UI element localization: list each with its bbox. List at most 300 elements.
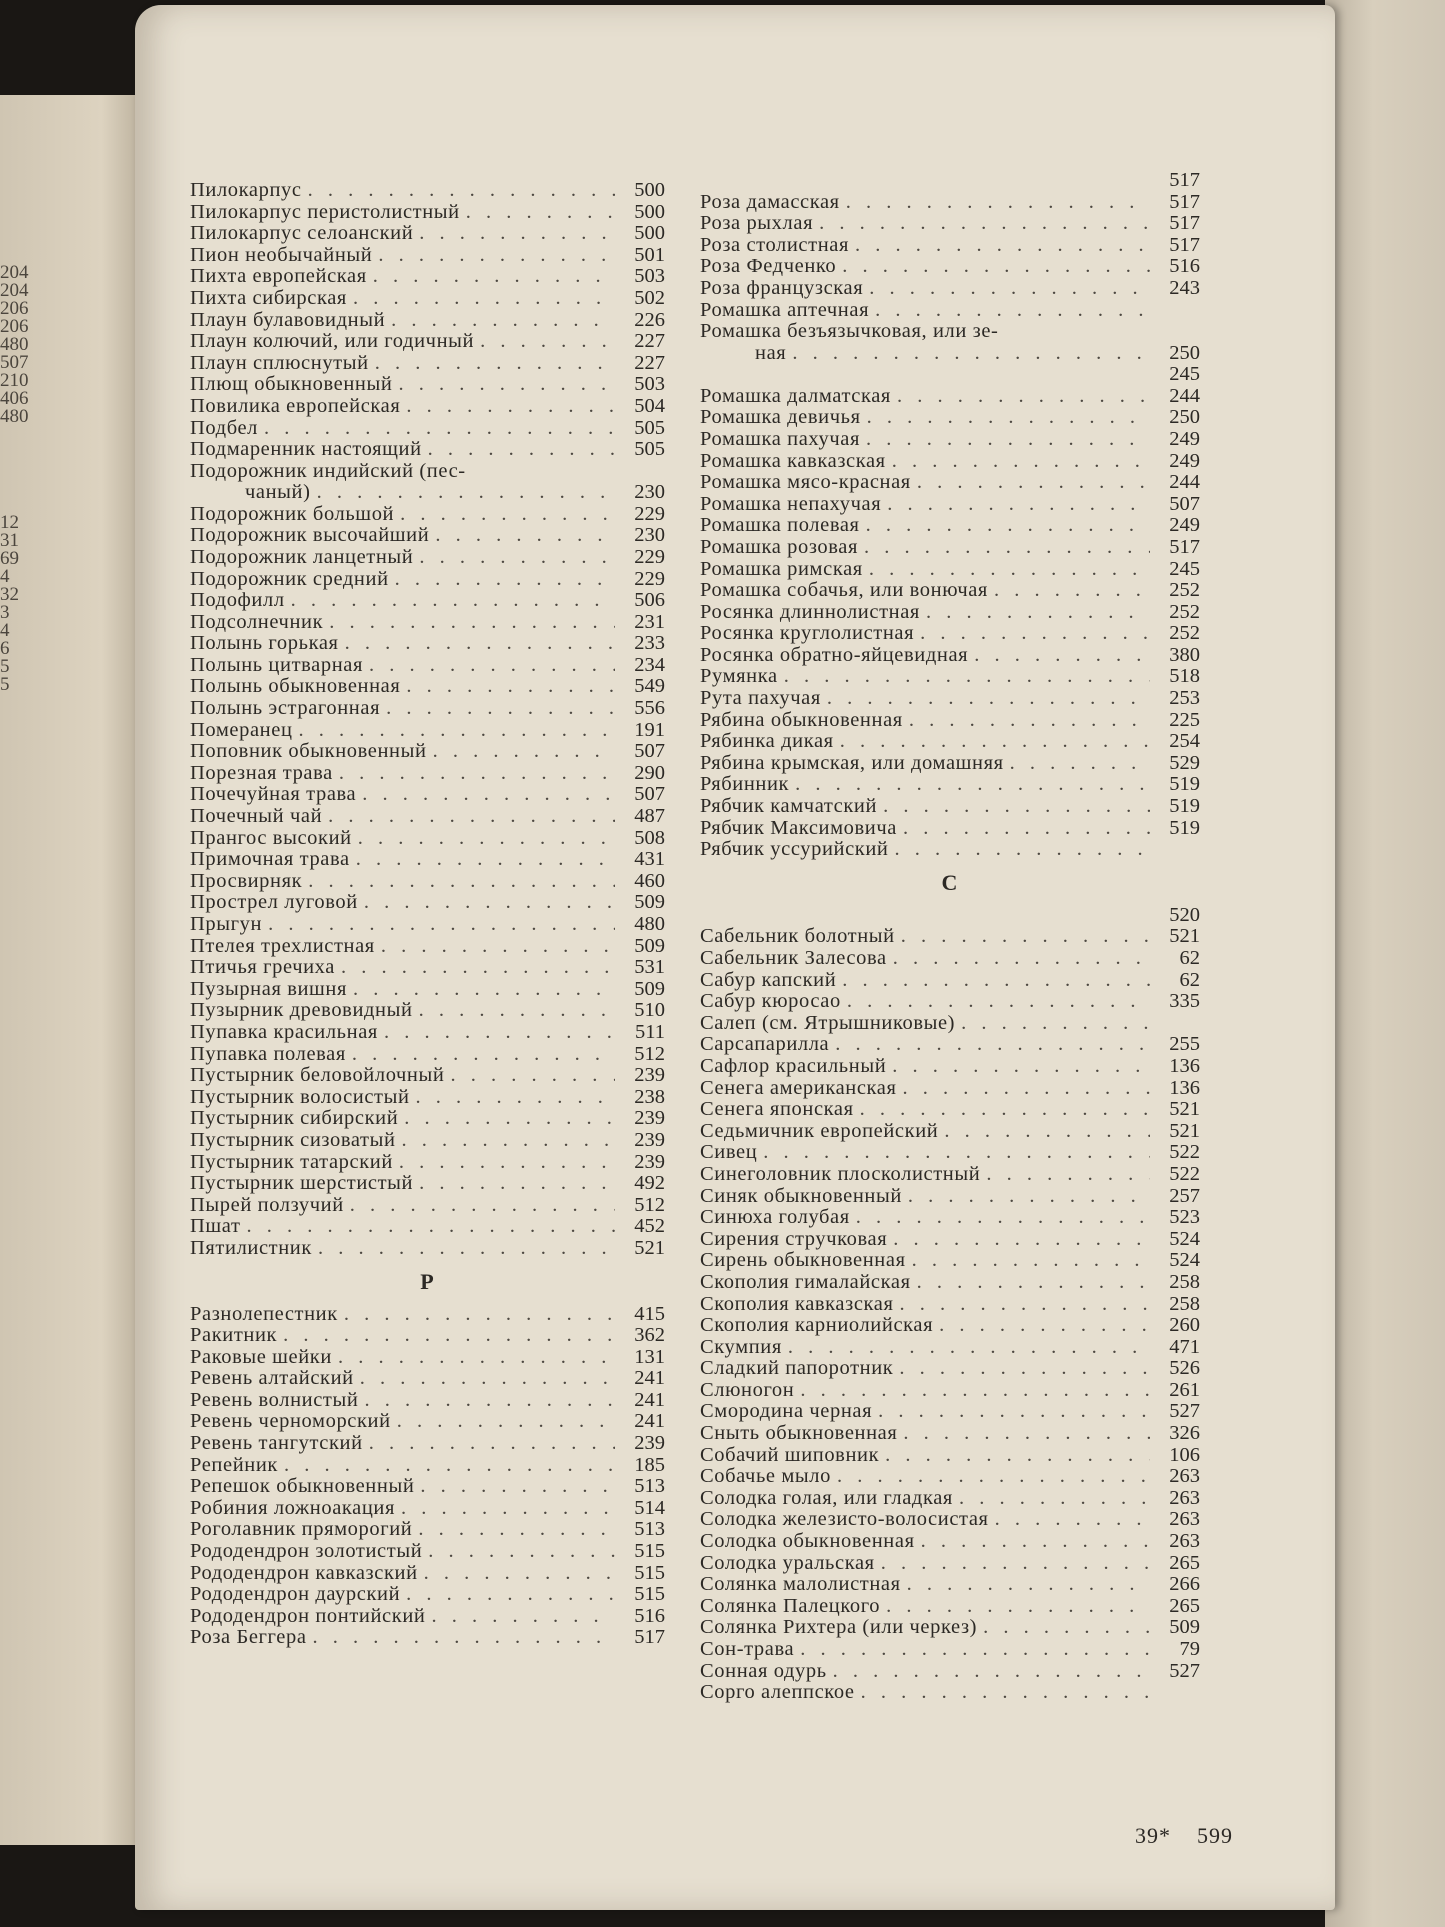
index-entry [190, 1022, 665, 1044]
index-entry [700, 1380, 1200, 1402]
entry-term: Роза Федченко [700, 255, 837, 278]
index-entry [190, 806, 665, 828]
entry-term: Солодка обыкновенная [700, 1530, 915, 1553]
leader-dots [313, 1627, 615, 1649]
index-entry [190, 353, 665, 375]
leader-dots [353, 979, 615, 1001]
entry-page: 245 [1169, 363, 1200, 386]
leader-dots [847, 991, 1150, 1013]
entry-term: Порезная трава [190, 761, 333, 784]
index-entry [190, 590, 665, 612]
entry-term: Полынь эстрагонная [190, 697, 381, 720]
leader-dots [837, 1466, 1150, 1488]
entry-term: Поповник обыкновенный [190, 740, 427, 763]
index-entry [190, 180, 665, 202]
entry-term: Ромашка мясо-красная [700, 471, 911, 494]
index-entry [190, 1498, 665, 1520]
entry-page: 290 [634, 761, 665, 784]
leader-dots [264, 418, 615, 440]
left-page-fragment: 4 [0, 566, 10, 587]
leader-dots [897, 386, 1150, 408]
index-entry [700, 429, 1200, 451]
left-page-fragment: 5 [0, 656, 10, 677]
entry-page: 520 [1169, 903, 1200, 926]
entry-page: 549 [634, 675, 665, 698]
index-entry [700, 1574, 1200, 1596]
entry-page: 527 [1169, 1400, 1200, 1423]
entry-page: 62 [1179, 947, 1200, 969]
index-entry [700, 970, 1200, 992]
index-entry [700, 1596, 1200, 1618]
entry-term: Сарсапарилла [700, 1033, 830, 1056]
entry-term: Пихта европейская [190, 265, 367, 288]
index-entry [700, 515, 1200, 537]
index-entry [700, 666, 1200, 688]
index-entry [700, 1229, 1200, 1251]
index-entry [700, 1337, 1200, 1359]
index-entry [190, 1130, 665, 1152]
entry-page: 252 [1169, 579, 1200, 602]
leader-dots [317, 482, 615, 504]
index-entry [700, 839, 1200, 861]
entry-page: 512 [634, 1193, 665, 1216]
entry-page: 516 [1169, 255, 1200, 278]
entry-term: Роза рыхлая [700, 212, 814, 235]
leader-dots [428, 439, 615, 461]
entry-page: 225 [1169, 708, 1200, 731]
entry-page: 492 [634, 1172, 665, 1195]
left-page-fragment: 206 [0, 316, 29, 337]
index-entry [190, 698, 665, 720]
leader-dots [986, 1164, 1150, 1186]
leader-dots [291, 590, 615, 612]
entry-page: 258 [1169, 1292, 1200, 1315]
entry-term: Подорожник индийский (пес- [190, 459, 466, 482]
leader-dots [886, 1596, 1150, 1618]
index-entry [190, 418, 665, 440]
leader-dots [420, 1476, 615, 1498]
entry-page: 239 [634, 1432, 665, 1455]
index-entry [190, 849, 665, 871]
entry-page: 516 [634, 1604, 665, 1627]
entry-page: 255 [1169, 1033, 1200, 1056]
left-page-edge [0, 95, 145, 1845]
section-letter: Р [420, 1268, 435, 1294]
index-entry [190, 1108, 665, 1130]
entry-page: 380 [1169, 643, 1200, 666]
index-entry [700, 1401, 1200, 1423]
entry-term: Пшат [190, 1215, 241, 1238]
entry-page: 515 [634, 1561, 665, 1584]
entry-page: 230 [634, 524, 665, 547]
index-entry [700, 580, 1200, 602]
entry-page: 136 [1169, 1054, 1200, 1077]
index-entry [190, 720, 665, 742]
index-entry [700, 818, 1200, 840]
leader-dots [788, 1337, 1150, 1359]
index-entry [700, 278, 1200, 300]
entry-page: 249 [1169, 449, 1200, 472]
entry-term: Роголавник пряморогий [190, 1518, 413, 1541]
index-entry [190, 1044, 665, 1066]
entry-page: 239 [634, 1107, 665, 1130]
index-entry [700, 1186, 1200, 1208]
entry-term: Подорожник высочайший [190, 524, 430, 547]
index-entry [700, 623, 1200, 645]
index-entry [190, 1152, 665, 1174]
index-entry [190, 1627, 665, 1649]
page-number: 599 [1197, 1823, 1233, 1848]
entry-page: 234 [634, 653, 665, 676]
entry-page: 508 [634, 826, 665, 849]
entry-page: 249 [1169, 427, 1200, 450]
entry-page: 252 [1169, 622, 1200, 645]
index-entry [700, 472, 1200, 494]
entry-page: 529 [1169, 751, 1200, 774]
entry-page: 263 [1169, 1508, 1200, 1531]
entry-term: Росянка круглолистная [700, 622, 915, 645]
leader-dots [386, 698, 615, 720]
entry-term: Пустырник беловойлочный [190, 1064, 445, 1087]
index-entry [190, 655, 665, 677]
entry-page: 233 [634, 632, 665, 655]
entry-page: 244 [1169, 471, 1200, 494]
entry-page: 238 [634, 1085, 665, 1108]
index-entry [190, 288, 665, 310]
leader-dots [833, 1661, 1150, 1683]
index-entry [190, 525, 665, 547]
entry-term: Сирень обыкновенная [700, 1249, 906, 1272]
entry-page: 500 [634, 179, 665, 201]
index-page [135, 5, 1335, 1910]
entry-page: 249 [1169, 514, 1200, 537]
left-page-fragment: 12 [0, 512, 19, 533]
index-entry [700, 494, 1200, 516]
entry-term: Рябинник [700, 773, 790, 796]
leader-dots [795, 774, 1150, 796]
leader-dots [887, 494, 1150, 516]
entry-page: 335 [1169, 990, 1200, 1013]
entry-term: Синяк обыкновенный [700, 1184, 902, 1207]
entry-term: Подофилл [190, 589, 285, 612]
left-page-fragment: 32 [0, 584, 19, 605]
entry-page: 521 [634, 1236, 665, 1259]
entry-page: 518 [1169, 665, 1200, 688]
index-entry [700, 731, 1200, 753]
leader-dots [308, 180, 615, 202]
entry-term: Румянка [700, 665, 778, 688]
leader-dots [983, 1617, 1150, 1639]
leader-dots [381, 936, 615, 958]
entry-term: Роза Беггера [190, 1626, 307, 1649]
entry-term: Ромашка девичья [700, 406, 861, 429]
entry-term: Сафлор красильный [700, 1054, 887, 1077]
index-entry [190, 504, 665, 526]
entry-page: 515 [634, 1583, 665, 1606]
left-page-fragment: 4 [0, 620, 10, 641]
entry-page: 265 [1169, 1594, 1200, 1617]
entry-page: 517 [634, 1626, 665, 1649]
leader-dots [921, 1531, 1150, 1553]
index-entry [700, 991, 1200, 1013]
entry-term: Пилокарпус [190, 179, 302, 201]
entry-page: 257 [1169, 1184, 1200, 1207]
index-entry [700, 1358, 1200, 1380]
entry-term: Пустырник волосистый [190, 1085, 410, 1108]
entry-term: Репейник [190, 1453, 278, 1476]
index-entry [700, 321, 1200, 364]
entry-term: Пупавка полевая [190, 1042, 346, 1065]
leader-dots [402, 1130, 615, 1152]
leader-dots [959, 1488, 1150, 1510]
entry-term: Плаун колючий, или годичный [190, 330, 475, 353]
entry-term: Синюха голубая [700, 1206, 850, 1229]
index-entry [190, 266, 665, 288]
entry-page: 515 [634, 1540, 665, 1563]
leader-dots [418, 1519, 615, 1541]
leader-dots [466, 202, 615, 224]
leader-dots [842, 256, 1150, 278]
entry-page: 502 [634, 286, 665, 309]
entry-page: 524 [1169, 1249, 1200, 1272]
entry-page: 261 [1169, 1378, 1200, 1401]
index-entry [190, 914, 665, 936]
entry-page: 79 [1179, 1638, 1200, 1660]
entry-term: Собачье мыло [700, 1465, 831, 1488]
index-entry [190, 1065, 665, 1087]
index-entry [700, 256, 1200, 278]
entry-page: 260 [1169, 1314, 1200, 1337]
index-entry [700, 407, 1200, 429]
entry-term: Ромашка пахучая [700, 427, 860, 450]
index-entry [700, 213, 1200, 235]
entry-page: 254 [1169, 730, 1200, 753]
entry-page: 480 [634, 913, 665, 935]
leader-dots [344, 1304, 615, 1326]
entry-term: Рябчик Максимовича [700, 816, 897, 839]
entry-page: 510 [634, 999, 665, 1022]
entry-term: Сирения стручковая [700, 1227, 888, 1250]
entry-page: 503 [634, 373, 665, 396]
leader-dots [419, 547, 615, 569]
leader-dots [384, 1022, 615, 1044]
leader-dots [419, 223, 615, 245]
leader-dots [318, 1238, 615, 1260]
entry-page: 244 [1169, 384, 1200, 407]
leader-dots [435, 525, 615, 547]
entry-term: Ревень черноморский [190, 1410, 391, 1433]
left-page-fragment: 406 [0, 388, 29, 409]
leader-dots [846, 192, 1150, 214]
entry-page: 229 [634, 502, 665, 525]
entry-page: 245 [1169, 557, 1200, 580]
signature-mark: 39* [1135, 1823, 1171, 1848]
leader-dots [903, 818, 1150, 840]
entry-page: 131 [634, 1345, 665, 1368]
entry-term: Роза французская [700, 276, 864, 299]
entry-page: 263 [1169, 1486, 1200, 1509]
index-entry [190, 1325, 665, 1347]
leader-dots [867, 407, 1150, 429]
index-entry [190, 1195, 665, 1217]
index-entry [190, 741, 665, 763]
index-entry [190, 1390, 665, 1412]
index-entry [190, 1173, 665, 1195]
entry-page: 191 [634, 718, 665, 741]
entry-page: 500 [634, 200, 665, 223]
entry-page: 227 [634, 330, 665, 353]
left-page-fragment: 31 [0, 530, 19, 551]
entry-term: Синеголовник плосколистный [700, 1162, 981, 1185]
entry-page: 136 [1169, 1076, 1200, 1099]
leader-dots [404, 1108, 615, 1130]
index-entry [700, 1056, 1200, 1078]
index-entry [700, 1034, 1200, 1056]
index-entry [190, 1216, 665, 1238]
entry-term: Сонная одурь [700, 1659, 827, 1682]
left-page-fragment: 480 [0, 334, 29, 355]
entry-page: 517 [1169, 169, 1200, 191]
entry-page: 241 [634, 1367, 665, 1390]
entry-page: 229 [634, 545, 665, 568]
index-entry [190, 1000, 665, 1022]
entry-page: 521 [1169, 1119, 1200, 1142]
leader-dots [353, 288, 615, 310]
index-entry [190, 676, 665, 698]
entry-page: 507 [634, 740, 665, 763]
index-entry [190, 957, 665, 979]
leader-dots [974, 645, 1150, 667]
entry-page: 241 [634, 1388, 665, 1411]
entry-term: Пустырник татарский [190, 1150, 393, 1173]
left-page-fragment: 206 [0, 298, 29, 319]
entry-term: Смородина черная [700, 1400, 873, 1423]
entry-page: 263 [1169, 1530, 1200, 1553]
leader-dots [892, 451, 1150, 473]
entry-term: Рябчик камчатский [700, 795, 878, 818]
leader-dots [912, 1250, 1150, 1272]
index-entry [700, 1553, 1200, 1575]
leader-dots [399, 1152, 615, 1174]
leader-dots [800, 1380, 1150, 1402]
entry-page: 226 [634, 308, 665, 331]
entry-term: Сабельник болотный [700, 925, 895, 948]
entry-page: 519 [1169, 816, 1200, 839]
leader-dots [899, 1358, 1150, 1380]
entry-term: Полынь обыкновенная [190, 675, 401, 698]
leader-dots [364, 1390, 615, 1412]
leader-dots [1010, 753, 1150, 775]
entry-page: 526 [1169, 1357, 1200, 1380]
index-column-left [190, 180, 665, 1649]
leader-dots [892, 1056, 1150, 1078]
leader-dots [926, 602, 1150, 624]
entry-term: Солянка Рихтера (или черкез) [700, 1616, 978, 1639]
index-entry [700, 796, 1200, 818]
index-entry [700, 1682, 1200, 1704]
index-entry [700, 1099, 1200, 1121]
entry-term: Птелея трехлистная [190, 934, 375, 957]
leader-dots [901, 926, 1150, 948]
leader-dots [909, 710, 1150, 732]
entry-term: Пузырник древовидный [190, 999, 413, 1022]
entry-term: Сабельник Залесова [700, 947, 887, 969]
index-entry [700, 905, 1200, 927]
entry-page: 471 [1169, 1335, 1200, 1358]
leader-dots [364, 892, 615, 914]
leader-dots [419, 1173, 615, 1195]
index-entry [700, 1509, 1200, 1531]
entry-term: Подмаренник настоящий [190, 438, 422, 461]
entry-page: 266 [1169, 1573, 1200, 1596]
entry-term: Примочная трава [190, 848, 350, 871]
index-entry [700, 710, 1200, 732]
index-entry [190, 1238, 665, 1260]
entry-term: Сон-трава [700, 1638, 795, 1660]
entry-term: Пилокарпус перистолистный [190, 200, 460, 223]
entry-term: Рябинка дикая [700, 730, 834, 753]
leader-dots [450, 1065, 615, 1087]
leader-dots [800, 1639, 1150, 1661]
entry-page: 241 [634, 1410, 665, 1433]
leader-dots [840, 731, 1150, 753]
index-entry [190, 331, 665, 353]
leader-dots [416, 1087, 615, 1109]
index-entry [700, 645, 1200, 667]
index-entry [190, 245, 665, 267]
entry-term: Ромашка безъязычковая, или зе- [700, 320, 999, 343]
entry-page: 517 [1169, 535, 1200, 558]
index-entry [700, 948, 1200, 970]
leader-dots [855, 235, 1150, 257]
left-page-fragment: 480 [0, 406, 29, 427]
leader-dots [903, 1078, 1150, 1100]
leader-dots [908, 1186, 1150, 1208]
entry-page: 229 [634, 567, 665, 590]
entry-page: 509 [634, 891, 665, 914]
entry-term: Ромашка кавказская [700, 449, 886, 472]
entry-term: Рута пахучая [700, 687, 821, 710]
entry-term: Подорожник ланцетный [190, 545, 414, 568]
leader-dots [893, 948, 1150, 970]
entry-term: Померанец [190, 718, 293, 741]
leader-dots [869, 278, 1150, 300]
entry-page: 527 [1169, 1659, 1200, 1682]
index-entry [700, 1639, 1200, 1661]
entry-term: Репешок обыкновенный [190, 1475, 415, 1498]
entry-page: 517 [1169, 233, 1200, 256]
entry-term: Птичья гречиха [190, 956, 335, 979]
leader-dots [329, 612, 615, 634]
index-entry [700, 235, 1200, 257]
entry-term: Сенега японская [700, 1098, 854, 1121]
entry-term: Сивец [700, 1141, 758, 1164]
leader-dots [944, 1121, 1150, 1143]
entry-page: 231 [634, 610, 665, 633]
entry-term: Пустырник сизоватый [190, 1128, 396, 1151]
entry-page: 521 [1169, 925, 1200, 948]
entry-term: Рододендрон даурский [190, 1583, 401, 1606]
entry-term: Скополия кавказская [700, 1292, 894, 1315]
left-page-fragment: 204 [0, 262, 29, 283]
index-entry [190, 439, 665, 461]
entry-page: 239 [634, 1064, 665, 1087]
left-page-fragment: 3 [0, 602, 10, 623]
index-column-right [700, 170, 1200, 1704]
leader-dots [961, 1013, 1150, 1035]
index-entry [190, 547, 665, 569]
entry-term: Пустырник шерстистый [190, 1172, 414, 1195]
